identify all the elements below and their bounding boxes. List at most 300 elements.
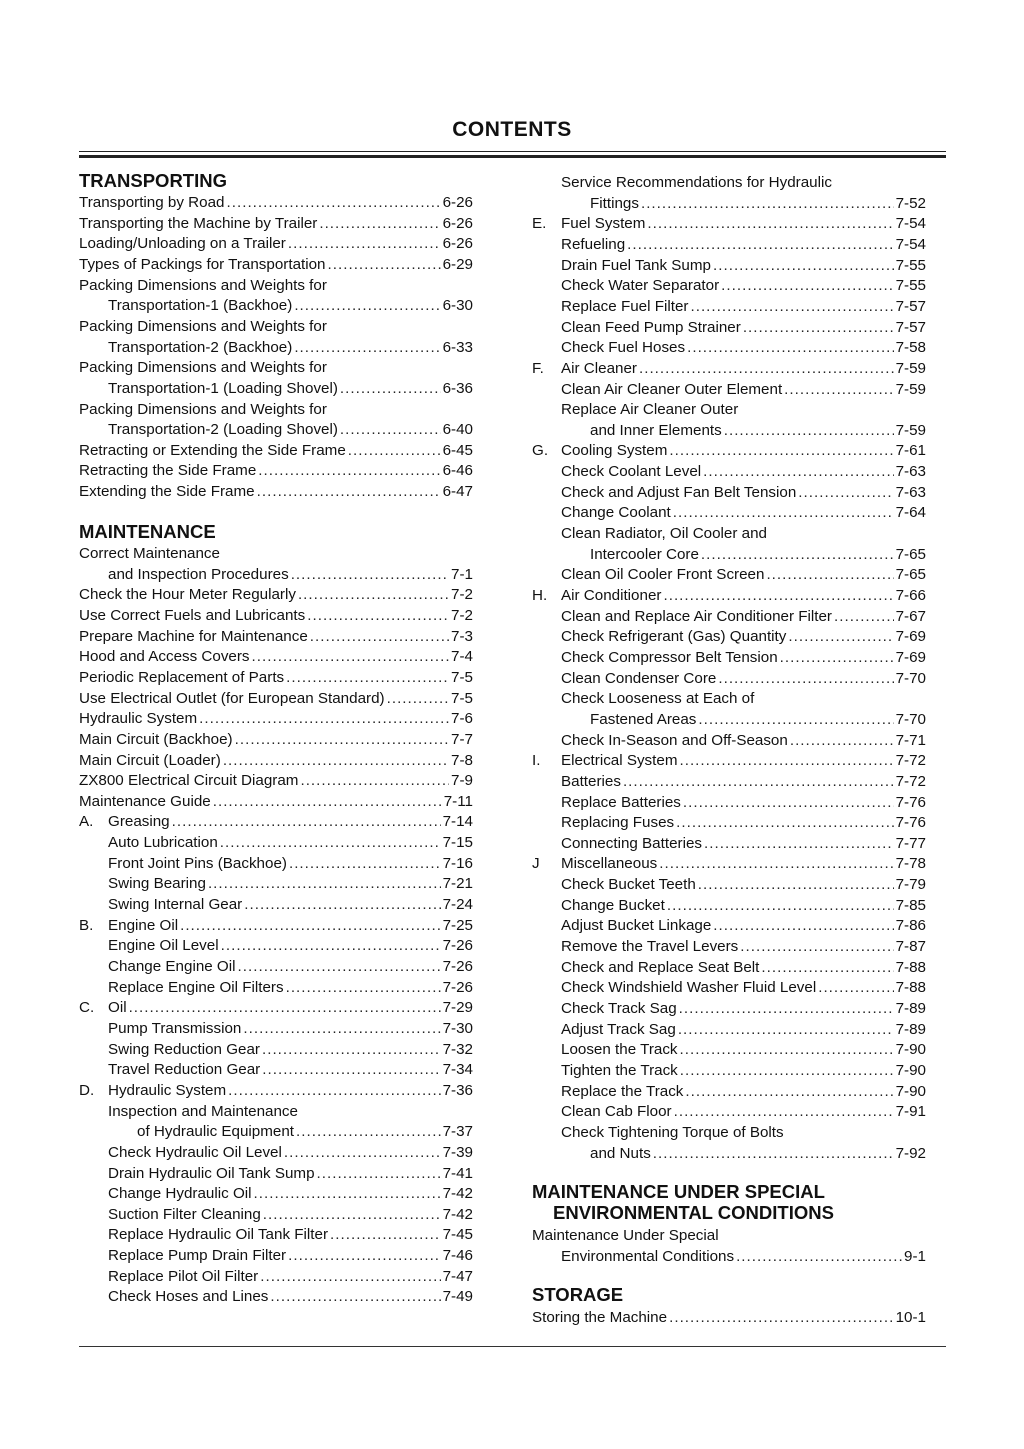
toc-entry-title: Change Coolant <box>561 504 671 522</box>
toc-entry[interactable] <box>532 853 926 874</box>
toc-entry[interactable] <box>561 296 926 317</box>
toc-entry[interactable] <box>108 1101 473 1122</box>
toc-entry[interactable] <box>79 646 473 667</box>
toc-entry[interactable] <box>590 544 926 565</box>
dot-leader <box>690 296 893 317</box>
toc-entry-page: 7-89 <box>895 1000 926 1017</box>
toc-entry-title: Hood and Access Covers <box>79 648 250 666</box>
toc-entry[interactable] <box>590 420 926 441</box>
toc-entry-title: Batteries <box>561 772 621 790</box>
toc-entry-title: Swing Bearing <box>108 875 206 893</box>
toc-entry[interactable] <box>79 688 473 709</box>
toc-entry-page: 7-41 <box>442 1164 473 1182</box>
toc-entry-title: Use Correct Fuels and Lubricants <box>79 606 306 624</box>
toc-entry-page: 7-16 <box>442 854 473 872</box>
toc-entry-page: 7-65 <box>895 566 926 584</box>
toc-entry-page: 7-61 <box>895 442 926 460</box>
toc-entry[interactable] <box>561 833 926 854</box>
toc-entry-title: Storing the Machine <box>532 1309 668 1326</box>
toc-entry-page: 6-47 <box>442 483 473 501</box>
dot-leader <box>208 873 441 894</box>
dot-leader <box>228 1080 440 1101</box>
toc-entry[interactable] <box>108 1059 473 1080</box>
dot-leader <box>296 1121 441 1142</box>
dot-leader <box>319 213 440 234</box>
toc-entry-title: Clean Cab Floor <box>561 1103 672 1121</box>
toc-entry[interactable] <box>108 1163 473 1184</box>
toc-entry[interactable] <box>79 481 473 502</box>
toc-entry[interactable] <box>108 1286 473 1307</box>
toc-entry[interactable] <box>532 358 926 379</box>
toc-entry-page: 7-69 <box>895 628 926 646</box>
toc-entry-page: 7-14 <box>442 813 473 831</box>
dot-leader <box>663 585 893 606</box>
toc-entry[interactable] <box>561 1039 926 1060</box>
toc-entry[interactable] <box>532 585 926 606</box>
toc-entry-title: Front Joint Pins (Backhoe) <box>108 854 287 872</box>
toc-entry-page: 7-72 <box>895 752 926 770</box>
dot-leader <box>286 667 449 688</box>
dot-leader <box>680 1039 894 1060</box>
toc-entry[interactable] <box>561 564 926 585</box>
dot-leader <box>284 1142 441 1163</box>
toc-entry[interactable] <box>561 668 926 689</box>
toc-entry-title: Clean Condenser Core <box>561 669 717 687</box>
toc-entry-title: Types of Packings for Transportation <box>79 255 326 273</box>
toc-entry[interactable] <box>79 213 473 234</box>
dot-leader <box>262 1059 440 1080</box>
toc-entry[interactable] <box>561 606 926 627</box>
dot-leader <box>676 812 893 833</box>
toc-entry-title: Auto Lubrication <box>108 834 218 852</box>
toc-entry[interactable] <box>561 1246 926 1267</box>
toc-entry-letter: B. <box>79 916 94 934</box>
toc-entry-page: 6-26 <box>442 235 473 253</box>
dot-leader <box>258 460 440 481</box>
toc-entry-title: Remove the Travel Levers <box>561 938 739 956</box>
toc-entry-title: Clean and Replace Air Conditioner Filter <box>561 607 832 625</box>
dot-leader <box>698 874 894 895</box>
toc-entry-title: ZX800 Electrical Circuit Diagram <box>79 772 299 790</box>
toc-entry[interactable] <box>108 894 473 915</box>
toc-entry-page: 6-33 <box>442 338 473 356</box>
toc-entry-page: 7-39 <box>442 1143 473 1161</box>
toc-entry[interactable] <box>79 233 473 254</box>
toc-entry-page: 7-63 <box>895 463 926 481</box>
dot-leader <box>289 853 441 874</box>
toc-entry-title: Transportation-2 (Backhoe) <box>108 338 293 356</box>
toc-entry[interactable] <box>79 997 473 1018</box>
toc-entry-page: 6-46 <box>442 462 473 480</box>
dot-leader <box>294 295 440 316</box>
toc-entry[interactable] <box>532 1225 926 1246</box>
toc-entry[interactable] <box>561 1019 926 1040</box>
toc-entry-letter: C. <box>79 999 95 1017</box>
toc-entry-title: Replace Air Cleaner Outer <box>561 401 739 419</box>
dot-leader <box>235 729 449 750</box>
toc-entry[interactable] <box>79 1080 473 1101</box>
toc-entry-title: Retracting or Extending the Side Frame <box>79 441 346 459</box>
toc-entry[interactable] <box>561 688 926 709</box>
toc-entry[interactable] <box>79 708 473 729</box>
dot-leader <box>680 1060 894 1081</box>
toc-entry-page: 7-47 <box>442 1267 473 1285</box>
toc-entry-page: 7-69 <box>895 648 926 666</box>
toc-entry-title: Engine Oil <box>108 916 179 934</box>
dot-leader <box>798 482 893 503</box>
toc-entry[interactable] <box>590 193 926 214</box>
toc-entry-page: 7-59 <box>895 359 926 377</box>
dot-leader <box>221 935 441 956</box>
toc-entry-letter: J <box>532 855 540 873</box>
dot-leader <box>627 234 893 255</box>
toc-entry-page: 7-70 <box>895 669 926 687</box>
toc-entry-title: Swing Reduction Gear <box>108 1040 260 1058</box>
toc-entry-page: 7-6 <box>451 710 473 728</box>
toc-entry-page: 7-86 <box>895 917 926 935</box>
toc-entry[interactable] <box>561 275 926 296</box>
toc-entry-page: 7-46 <box>442 1247 473 1265</box>
toc-entry[interactable] <box>561 626 926 647</box>
toc-entry[interactable] <box>108 419 473 440</box>
dot-leader <box>307 605 449 626</box>
toc-entry[interactable] <box>79 770 473 791</box>
toc-entry-title: Check Track Sag <box>561 1000 677 1017</box>
toc-entry[interactable] <box>561 255 926 276</box>
toc-entry-page: 7-42 <box>442 1205 473 1223</box>
toc-entry-page: 7-92 <box>895 1144 926 1162</box>
toc-entry-title: Clean Feed Pump Strainer <box>561 318 741 336</box>
section-heading: MAINTENANCE <box>79 521 216 542</box>
dot-leader <box>647 213 893 234</box>
dot-leader <box>669 440 893 461</box>
toc-entry-title: Adjust Bucket Linkage <box>561 917 712 935</box>
toc-entry-title: Use Electrical Outlet (for European Standard) <box>79 689 385 707</box>
toc-entry-title: Air Cleaner <box>561 359 637 377</box>
toc-entry[interactable] <box>532 750 926 771</box>
toc-entry[interactable] <box>561 482 926 503</box>
toc-entry[interactable] <box>561 998 926 1019</box>
toc-entry-page: 7-11 <box>443 792 473 810</box>
toc-entry-page: 7-45 <box>442 1226 473 1244</box>
toc-entry[interactable] <box>79 399 473 420</box>
toc-entry[interactable] <box>79 791 473 812</box>
toc-entry-page: 7-88 <box>895 958 926 976</box>
toc-entry[interactable] <box>561 461 926 482</box>
toc-entry[interactable] <box>108 853 473 874</box>
toc-entry[interactable] <box>561 317 926 338</box>
toc-entry[interactable] <box>561 647 926 668</box>
toc-entry-page: 7-55 <box>895 256 926 274</box>
toc-entry-page: 7-67 <box>895 607 926 625</box>
dot-leader <box>718 668 893 689</box>
toc-entry[interactable] <box>561 792 926 813</box>
dot-leader <box>679 998 894 1019</box>
toc-entry-page: 7-76 <box>895 793 926 811</box>
toc-entry[interactable] <box>79 750 473 771</box>
toc-entry[interactable] <box>108 1039 473 1060</box>
dot-leader <box>180 915 441 936</box>
toc-entry-title: Tighten the Track <box>561 1061 678 1079</box>
toc-entry-title: Check and Replace Seat Belt <box>561 958 760 976</box>
toc-entry-title: Packing Dimensions and Weights for <box>79 317 327 335</box>
toc-entry[interactable] <box>561 915 926 936</box>
toc-entry-page: 7-30 <box>442 1019 473 1037</box>
toc-entry[interactable] <box>108 1018 473 1039</box>
toc-entry-title: Check Tightening Torque of Bolts <box>561 1123 784 1141</box>
dot-leader <box>252 646 450 667</box>
toc-entry-page: 7-85 <box>895 896 926 914</box>
toc-entry-page: 7-8 <box>451 751 473 769</box>
dot-leader <box>639 358 894 379</box>
toc-entry[interactable] <box>561 812 926 833</box>
toc-entry[interactable] <box>79 357 473 378</box>
toc-entry[interactable] <box>561 1122 926 1143</box>
toc-entry[interactable] <box>108 564 473 585</box>
toc-entry-title: Drain Hydraulic Oil Tank Sump <box>108 1164 315 1182</box>
dot-leader <box>317 1163 441 1184</box>
toc-entry[interactable] <box>561 895 926 916</box>
toc-entry-title: Replace Engine Oil Filters <box>108 978 284 996</box>
toc-entry-page: 6-26 <box>442 214 473 232</box>
toc-entry-title: Hydraulic System <box>79 710 198 728</box>
toc-entry[interactable] <box>108 1204 473 1225</box>
toc-entry-title: Transportation-2 (Loading Shovel) <box>108 421 338 439</box>
toc-entry[interactable] <box>561 771 926 792</box>
toc-entry-page: 7-36 <box>442 1081 473 1099</box>
toc-entry[interactable] <box>561 1101 926 1122</box>
dot-leader <box>736 1246 902 1267</box>
dot-leader <box>330 1224 441 1245</box>
toc-entry-title: Replacing Fuses <box>561 814 675 832</box>
toc-entry[interactable] <box>108 873 473 894</box>
toc-entry-title: Transporting by Road <box>79 194 225 211</box>
dot-leader <box>788 626 893 647</box>
toc-entry-page: 7-34 <box>442 1061 473 1079</box>
toc-entry[interactable] <box>561 1060 926 1081</box>
toc-entry-page: 7-32 <box>442 1040 473 1058</box>
toc-entry-title: Fittings <box>590 194 639 212</box>
toc-entry[interactable] <box>561 379 926 400</box>
dot-leader <box>784 379 893 400</box>
toc-entry-title: Check Windshield Washer Fluid Level <box>561 979 817 997</box>
toc-entry[interactable] <box>561 730 926 751</box>
toc-entry-title: Check Refrigerant (Gas) Quantity <box>561 628 787 646</box>
toc-entry-page: 7-37 <box>442 1123 473 1141</box>
toc-entry[interactable] <box>137 1121 473 1142</box>
toc-entry-page: 7-42 <box>442 1185 473 1203</box>
toc-entry-title: Packing Dimensions and Weights for <box>79 359 327 377</box>
toc-entry-page: 7-52 <box>895 194 926 212</box>
header-rule-thin <box>79 151 946 152</box>
dot-leader <box>703 461 893 482</box>
toc-entry[interactable] <box>532 213 926 234</box>
toc-entry[interactable] <box>561 1081 926 1102</box>
toc-entry[interactable] <box>79 729 473 750</box>
toc-entry[interactable] <box>108 1183 473 1204</box>
toc-entry[interactable] <box>561 874 926 895</box>
toc-entry-title: Environmental Conditions <box>561 1247 735 1265</box>
toc-entry-title: Replace Batteries <box>561 793 681 811</box>
toc-entry-title: Drain Fuel Tank Sump <box>561 256 711 274</box>
dot-leader <box>298 584 449 605</box>
toc-entry[interactable] <box>561 502 926 523</box>
dot-leader <box>761 957 893 978</box>
toc-entry[interactable] <box>79 667 473 688</box>
toc-entry-page: 7-59 <box>895 421 926 439</box>
toc-entry[interactable] <box>561 234 926 255</box>
toc-entry-page: 7-70 <box>895 710 926 728</box>
toc-entry[interactable] <box>79 584 473 605</box>
toc-entry[interactable] <box>532 440 926 461</box>
dot-leader <box>659 853 893 874</box>
toc-entry-title: Check Hydraulic Oil Level <box>108 1143 282 1161</box>
dot-leader <box>683 792 894 813</box>
toc-entry-page: 7-63 <box>895 483 926 501</box>
toc-entry-page: 7-65 <box>895 545 926 563</box>
toc-entry[interactable] <box>79 440 473 461</box>
toc-entry[interactable] <box>108 1224 473 1245</box>
toc-entry-title: Packing Dimensions and Weights for <box>79 276 327 294</box>
toc-entry[interactable] <box>108 1266 473 1287</box>
toc-entry[interactable] <box>79 316 473 337</box>
toc-entry[interactable] <box>79 811 473 832</box>
toc-entry-page: 7-59 <box>895 380 926 398</box>
toc-entry[interactable] <box>108 295 473 316</box>
dot-leader <box>223 750 449 771</box>
toc-entry[interactable] <box>108 956 473 977</box>
toc-entry-letter: H. <box>532 587 548 604</box>
toc-entry-title: Transportation-1 (Backhoe) <box>108 297 293 315</box>
toc-entry-title: Prepare Machine for Maintenance <box>79 627 308 645</box>
dot-leader <box>348 440 441 461</box>
toc-entry-title: Connecting Batteries <box>561 834 702 852</box>
toc-entry-page: 7-91 <box>895 1103 926 1121</box>
toc-entry-title: Refueling <box>561 235 626 253</box>
dot-leader <box>818 977 893 998</box>
toc-entry[interactable] <box>532 1307 926 1328</box>
toc-entry[interactable] <box>561 957 926 978</box>
toc-entry-title: Main Circuit (Loader) <box>79 751 221 769</box>
toc-entry-title: Correct Maintenance <box>79 545 220 562</box>
toc-entry-title: Check Hoses and Lines <box>108 1288 269 1306</box>
dot-leader <box>254 1183 441 1204</box>
toc-entry-title: Check Looseness at Each of <box>561 690 755 708</box>
toc-entry[interactable] <box>79 543 473 564</box>
toc-entry-title: Check Water Separator <box>561 277 720 295</box>
toc-entry-page: 7-72 <box>895 772 926 790</box>
toc-entry-title: Clean Radiator, Oil Cooler and <box>561 525 767 543</box>
toc-entry-page: 7-58 <box>895 339 926 357</box>
toc-entry[interactable] <box>108 832 473 853</box>
toc-entry-page: 10-1 <box>895 1309 926 1326</box>
toc-entry-title: Change Bucket <box>561 896 665 914</box>
toc-entry-title: Check Compressor Belt Tension <box>561 648 778 666</box>
toc-entry-title: and Inner Elements <box>590 421 722 439</box>
toc-entry[interactable] <box>561 399 926 420</box>
toc-entry[interactable] <box>108 378 473 399</box>
toc-entry[interactable] <box>108 1245 473 1266</box>
toc-entry-title: Intercooler Core <box>590 545 699 563</box>
toc-entry[interactable] <box>561 977 926 998</box>
toc-entry[interactable] <box>79 460 473 481</box>
header-rule-thick <box>79 155 946 158</box>
toc-entry-title: of Hydraulic Equipment <box>137 1123 295 1141</box>
toc-entry-page: 7-26 <box>442 958 473 975</box>
dot-leader <box>263 1204 441 1225</box>
toc-entry-title: Check the Hour Meter Regularly <box>79 586 296 604</box>
toc-entry-title: Air Conditioner <box>561 587 662 604</box>
toc-entry-letter: G. <box>532 442 549 460</box>
toc-entry[interactable] <box>79 254 473 275</box>
dot-leader <box>238 956 441 977</box>
toc-entry-title: Transporting the Machine by Trailer <box>79 214 318 232</box>
toc-entry-page: 7-66 <box>895 587 926 604</box>
dot-leader <box>623 771 894 792</box>
toc-entry-title: Travel Reduction Gear <box>108 1061 261 1079</box>
toc-entry[interactable] <box>108 1142 473 1163</box>
dot-leader <box>129 997 441 1018</box>
toc-entry[interactable] <box>590 1143 926 1164</box>
toc-entry[interactable] <box>561 523 926 544</box>
toc-entry-title: Electrical System <box>561 752 678 770</box>
dot-leader <box>288 233 441 254</box>
toc-entry[interactable] <box>108 337 473 358</box>
dot-leader <box>270 1286 440 1307</box>
toc-entry[interactable] <box>108 977 473 998</box>
toc-entry-page: 7-77 <box>895 834 926 852</box>
toc-entry-title: Replace Hydraulic Oil Tank Filter <box>108 1226 329 1244</box>
toc-entry-letter: D. <box>79 1081 95 1099</box>
toc-entry-page: 7-9 <box>451 772 473 790</box>
toc-entry[interactable] <box>79 915 473 936</box>
dot-leader <box>721 275 893 296</box>
toc-entry-page: 7-15 <box>442 834 473 852</box>
toc-entry-title: Retracting the Side Frame <box>79 462 257 480</box>
section-heading: TRANSPORTING <box>79 170 227 191</box>
toc-entry-page: 7-90 <box>895 1082 926 1100</box>
toc-entry-title: Check In-Season and Off-Season <box>561 731 788 749</box>
toc-entry[interactable] <box>79 275 473 296</box>
toc-entry[interactable] <box>561 936 926 957</box>
toc-entry-letter: F. <box>532 359 544 377</box>
toc-entry-page: 6-36 <box>442 379 473 397</box>
toc-entry-page: 7-54 <box>895 235 926 253</box>
toc-entry[interactable] <box>79 626 473 647</box>
dot-leader <box>199 708 449 729</box>
toc-entry[interactable] <box>561 337 926 358</box>
toc-entry-page: 7-7 <box>451 730 473 748</box>
toc-entry-page: 7-1 <box>451 565 473 583</box>
dot-leader <box>766 564 893 585</box>
toc-entry-title: Packing Dimensions and Weights for <box>79 400 327 418</box>
dot-leader <box>641 193 894 214</box>
toc-entry[interactable] <box>79 192 473 213</box>
dot-leader <box>701 544 894 565</box>
toc-entry-page: 7-57 <box>895 318 926 336</box>
toc-entry[interactable] <box>108 935 473 956</box>
toc-entry-title: Fuel System <box>561 215 646 233</box>
toc-entry[interactable] <box>79 605 473 626</box>
toc-entry[interactable] <box>590 709 926 730</box>
toc-entry-page: 7-87 <box>895 938 926 956</box>
dot-leader <box>724 420 894 441</box>
toc-entry-page: 7-21 <box>442 875 473 893</box>
toc-entry[interactable] <box>561 172 926 193</box>
section-heading: MAINTENANCE UNDER SPECIAL <box>532 1181 825 1202</box>
toc-entry-page: 7-55 <box>895 277 926 295</box>
toc-entry-title: Check and Adjust Fan Belt Tension <box>561 483 797 501</box>
